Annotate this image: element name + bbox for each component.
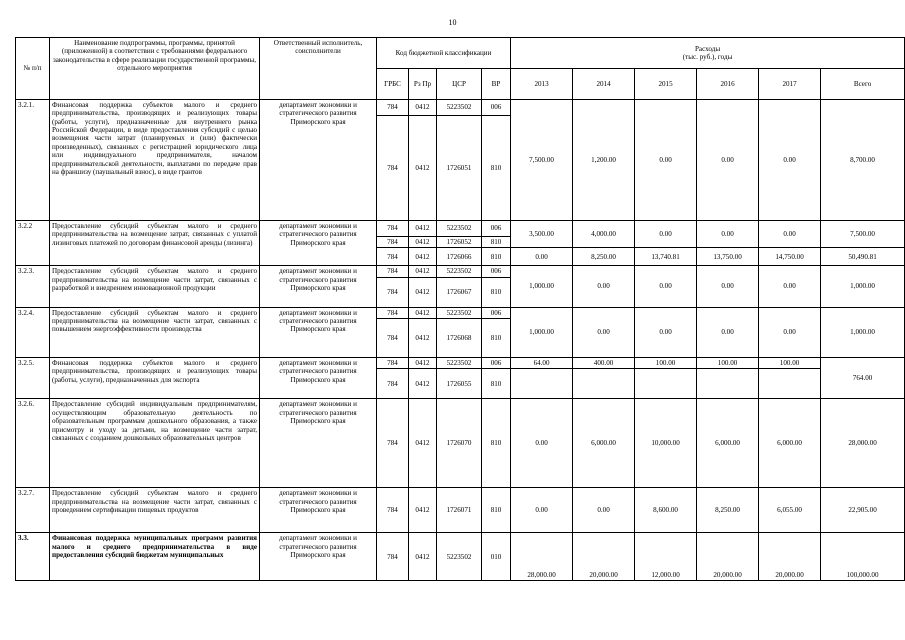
header-row-1: [16, 38, 905, 69]
row-num: 3.2.6.: [16, 399, 50, 488]
value-2016: 0.00: [697, 307, 759, 357]
kbk-grbs: 784: [377, 116, 409, 221]
kbk-csr: 1726068: [437, 319, 482, 358]
value-2016: 6,000.00: [697, 399, 759, 488]
kbk-grbs: 784: [377, 369, 409, 399]
row-responsible: департамент экономики и стратегического развития Приморского края: [260, 358, 377, 399]
kbk-rzpr: 0412: [409, 319, 437, 358]
value-2017: 6,000.00: [759, 399, 821, 488]
kbk-csr: 1726052: [437, 237, 482, 248]
header-csr: ЦСР: [437, 69, 482, 100]
header-grbs: ГРБС: [377, 69, 409, 100]
row-responsible: департамент экономики и стратегического развития Приморского края: [260, 266, 377, 307]
kbk-vr: 006: [482, 307, 511, 318]
value-2014: 0.00: [573, 488, 635, 533]
kbk-grbs: 784: [377, 248, 409, 266]
kbk-rzpr: 0412: [409, 221, 437, 237]
row-num: 3.2.2: [16, 221, 50, 266]
row-responsible: департамент экономики и стратегического развития Приморского края: [260, 488, 377, 533]
value-total: 764.00: [821, 358, 905, 399]
header-responsible: Ответственный исполнитель, соисполнители: [260, 38, 377, 100]
kbk-rzpr: 0412: [409, 100, 437, 116]
value-2013: 0.00: [511, 399, 573, 488]
value-2017: 100.00: [759, 358, 821, 369]
table-row: [16, 307, 905, 318]
kbk-csr: 5223502: [437, 533, 482, 581]
value-2016: 100.00: [697, 358, 759, 369]
row-name: Предоставление субсидий индивидуальным предпринимателям, осуществляющим образовательную деятельность по образовательным программам дошкольного образования, а также присмотру и уходу за детьми, на возмещение части затрат, связанных с созданием дошкольных образовательных центров: [50, 399, 260, 488]
value-2015: 100.00: [635, 358, 697, 369]
value-total: 100,000.00: [821, 533, 905, 581]
value-2017: 0.00: [759, 221, 821, 248]
value-2017: 14,750.00: [759, 248, 821, 266]
kbk-grbs: 784: [377, 533, 409, 581]
row-name: Финансовая поддержка субъектов малого и среднего предпринимательства, производящих и реализующих товары (работы, услуги), предназначенные для внутреннего рынка Российской Федерации, в виде предоставления субсидий с целью возмещения части затрат (планируемых и (или) фактически произведенных), связанных с регистрацией юридического лица или индивидуального предпринимателя, началом предпринимательской деятельности, выплатами по передаче прав на франшизу (паушальный взнос), в виде грантов: [50, 100, 260, 221]
kbk-vr: 810: [482, 277, 511, 307]
row-num: 3.3.: [16, 533, 50, 581]
value-2014: 20,000.00: [573, 533, 635, 581]
value-2013: 1,000.00: [511, 266, 573, 307]
row-name: Предоставление субсидий субъектам малого и среднего предпринимательства на возмещение части затрат, связанных с проведением сертификации пищевых продуктов: [50, 488, 260, 533]
kbk-grbs: 784: [377, 100, 409, 116]
row-responsible: департамент экономики и стратегического развития Приморского края: [260, 100, 377, 221]
header-2015: 2015: [635, 69, 697, 100]
kbk-vr: 006: [482, 221, 511, 237]
kbk-grbs: 784: [377, 358, 409, 369]
value-2015: 12,000.00: [635, 533, 697, 581]
header-rzpr: Рз Пр: [409, 69, 437, 100]
kbk-grbs: 784: [377, 399, 409, 488]
kbk-csr: 1726051: [437, 116, 482, 221]
value-total: 22,905.00: [821, 488, 905, 533]
kbk-csr: 5223502: [437, 307, 482, 318]
kbk-rzpr: 0412: [409, 277, 437, 307]
value-2013: 7,500.00: [511, 100, 573, 221]
kbk-rzpr: 0412: [409, 533, 437, 581]
value-2013: 0.00: [511, 488, 573, 533]
table-row: [16, 100, 905, 116]
header-2016: 2016: [697, 69, 759, 100]
kbk-vr: 810: [482, 248, 511, 266]
table-row: [16, 488, 905, 533]
value-2013: 1,000.00: [511, 307, 573, 357]
value-2016: 0.00: [697, 266, 759, 307]
kbk-csr: 1726055: [437, 369, 482, 399]
row-name: Предоставление субсидий субъектам малого и среднего предпринимательства на возмещение затрат, связанных с уплатой лизинговых платежей по договорам финансовой аренды (лизинга): [50, 221, 260, 266]
row-responsible: департамент экономики и стратегического развития Приморского края: [260, 399, 377, 488]
kbk-grbs: 784: [377, 488, 409, 533]
header-name: Наименование подпрограммы, программы, принятой (приложенной) в соответствии с требованиями федерального законодательства в сфере реализации государственной программы, отдельного мероприятия: [50, 38, 260, 100]
page-number: 10: [448, 18, 457, 27]
kbk-vr: 810: [482, 237, 511, 248]
kbk-grbs: 784: [377, 221, 409, 237]
kbk-csr: 5223502: [437, 100, 482, 116]
value-2014: 6,000.00: [573, 399, 635, 488]
table-row: [16, 266, 905, 277]
header-vr: ВР: [482, 69, 511, 100]
header-kbk: Код бюджетной классификации: [377, 38, 511, 69]
header-2014: 2014: [573, 69, 635, 100]
value-2014: 0.00: [573, 266, 635, 307]
value-2016: 0.00: [697, 100, 759, 221]
kbk-csr: 1726067: [437, 277, 482, 307]
value-total: 8,700.00: [821, 100, 905, 221]
value-2014: 8,250.00: [573, 248, 635, 266]
kbk-csr: 1726071: [437, 488, 482, 533]
value-2014: 4,000.00: [573, 221, 635, 248]
value-total: 1,000.00: [821, 307, 905, 357]
kbk-csr: 1726066: [437, 248, 482, 266]
value-total: 7,500.00: [821, 221, 905, 248]
value-2015: 10,000.00: [635, 399, 697, 488]
kbk-vr: 006: [482, 266, 511, 277]
value-total: 50,490.81: [821, 248, 905, 266]
row-num: 3.2.5.: [16, 358, 50, 399]
row-responsible: департамент экономики и стратегического развития Приморского края: [260, 221, 377, 266]
value-2017: 6,055.00: [759, 488, 821, 533]
kbk-vr: 810: [482, 319, 511, 358]
value-2017: 0.00: [759, 266, 821, 307]
kbk-rzpr: 0412: [409, 307, 437, 318]
row-name: Предоставление субсидий субъектам малого и среднего предпринимательства на возмещение части затрат, связанных с разработкой и внедрением инновационной продукции: [50, 266, 260, 307]
row-name: Предоставление субсидий субъектам малого и среднего предпринимательства на возмещение части затрат, связанных с повышением энергоэффективности производства: [50, 307, 260, 357]
kbk-vr: 010: [482, 533, 511, 581]
value-2014: 400.00: [573, 358, 635, 369]
kbk-grbs: 784: [377, 266, 409, 277]
value-2016: 0.00: [697, 221, 759, 248]
value-2017: 0.00: [759, 100, 821, 221]
kbk-csr: 5223502: [437, 266, 482, 277]
value-2015: 8,600.00: [635, 488, 697, 533]
row-responsible: департамент экономики и стратегического развития Приморского края: [260, 533, 377, 581]
value-2013: 0.00: [511, 248, 573, 266]
kbk-rzpr: 0412: [409, 248, 437, 266]
row-name: Финансовая поддержка муниципальных программ развития малого и среднего предпринимательства в виде предоставления субсидий бюджетам муниципальных: [50, 533, 260, 581]
value-2013: 28,000.00: [511, 533, 573, 581]
kbk-grbs: 784: [377, 277, 409, 307]
value-total: 1,000.00: [821, 266, 905, 307]
header-2013: 2013: [511, 69, 573, 100]
value-total: 28,000.00: [821, 399, 905, 488]
kbk-vr: 810: [482, 399, 511, 488]
kbk-grbs: 784: [377, 307, 409, 318]
kbk-rzpr: 0412: [409, 116, 437, 221]
header-expenses: Расходы (тыс. руб.), годы: [511, 38, 905, 69]
kbk-grbs: 784: [377, 237, 409, 248]
row-responsible: департамент экономики и стратегического развития Приморского края: [260, 307, 377, 357]
header-2017: 2017: [759, 69, 821, 100]
kbk-vr: 006: [482, 358, 511, 369]
row-num: 3.2.4.: [16, 307, 50, 357]
value-2015: 0.00: [635, 221, 697, 248]
budget-table: [15, 37, 905, 581]
table-row: [16, 358, 905, 369]
kbk-csr: 5223502: [437, 221, 482, 237]
kbk-rzpr: 0412: [409, 266, 437, 277]
value-2015: 0.00: [635, 266, 697, 307]
row-name: Финансовая поддержка субъектов малого и среднего предпринимательства, производящих и реализующих товары (работы, услуги), предназначенных для экспорта: [50, 358, 260, 399]
kbk-rzpr: 0412: [409, 399, 437, 488]
row-num: 3.2.7.: [16, 488, 50, 533]
value-2014: 1,200.00: [573, 100, 635, 221]
kbk-rzpr: 0412: [409, 237, 437, 248]
value-2015: 0.00: [635, 100, 697, 221]
row-num: 3.2.1.: [16, 100, 50, 221]
kbk-rzpr: 0412: [409, 358, 437, 369]
row-num: 3.2.3.: [16, 266, 50, 307]
kbk-csr: 1726070: [437, 399, 482, 488]
kbk-vr: 810: [482, 488, 511, 533]
kbk-csr: 5223502: [437, 358, 482, 369]
value-2017: 20,000.00: [759, 533, 821, 581]
header-num: № п/п: [16, 38, 50, 100]
value-2015: 13,740.81: [635, 248, 697, 266]
header-total: Всего: [821, 69, 905, 100]
value-2016: 13,750.00: [697, 248, 759, 266]
value-2014: 0.00: [573, 307, 635, 357]
kbk-rzpr: 0412: [409, 488, 437, 533]
value-2015: 0.00: [635, 307, 697, 357]
kbk-rzpr: 0412: [409, 369, 437, 399]
value-2016: 20,000.00: [697, 533, 759, 581]
value-2013: 3,500.00: [511, 221, 573, 248]
kbk-grbs: 784: [377, 319, 409, 358]
value-2017: 0.00: [759, 307, 821, 357]
table-row: [16, 533, 905, 581]
value-2013: 64.00: [511, 358, 573, 369]
table-row: [16, 399, 905, 488]
table-row: [16, 221, 905, 237]
kbk-vr: 810: [482, 369, 511, 399]
kbk-vr: 810: [482, 116, 511, 221]
value-2016: 8,250.00: [697, 488, 759, 533]
kbk-vr: 006: [482, 100, 511, 116]
